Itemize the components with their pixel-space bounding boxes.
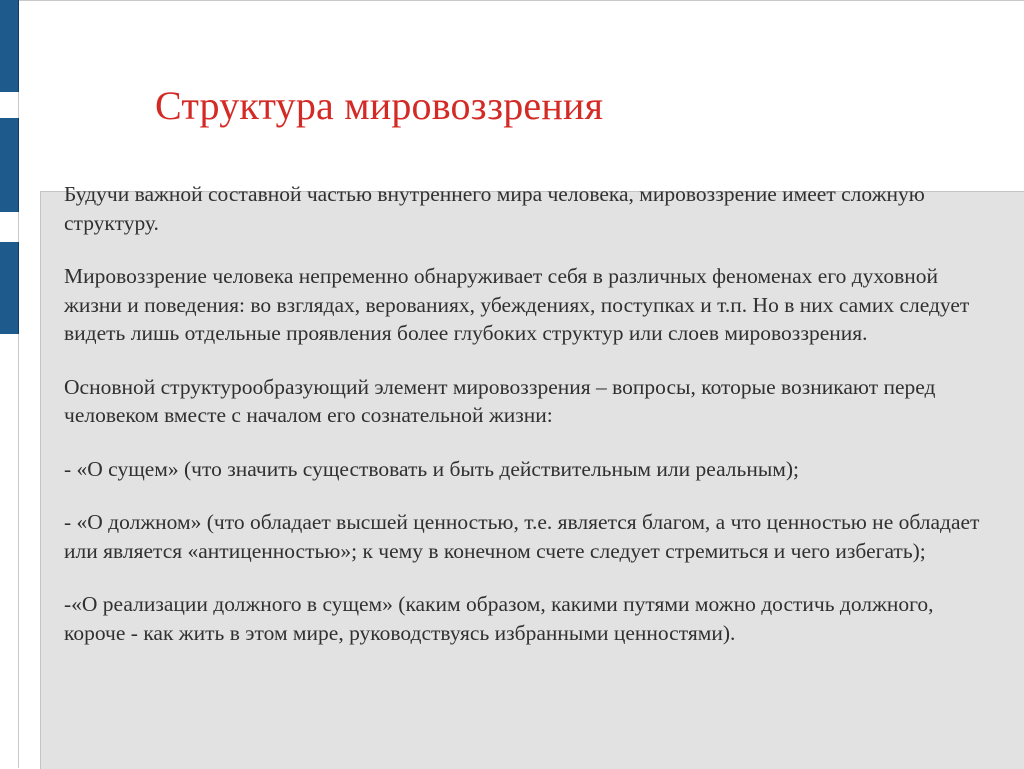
slide-frame-top-line xyxy=(18,0,1024,1)
paragraph-intro: Будучи важной составной частью внутреннего мира человека, мировоззрение имеет сложную структуру. xyxy=(64,182,925,235)
list-item-realization: -«О реализации должного в сущем» (каким образом, какими путями можно достичь должного, короче - как жить в этом мире, руководствуясь избранными ценностями). xyxy=(64,592,934,645)
left-accent-bar-3 xyxy=(0,242,18,334)
slide-title: Структура мировоззрения xyxy=(155,83,604,128)
paragraph-core-element: Основной структурообразующий элемент мировоззрения – вопросы, которые возникают перед человеком вместе с началом его сознательной жизни: xyxy=(64,374,936,427)
left-accent-bar-1 xyxy=(0,0,18,92)
paragraph-manifestations: Мировоззрение человека непременно обнаруживает себя в различных феноменах его духовной жизни и поведения: во взглядах, верованиях, убеждениях, поступках и т.п. Но в них самих следует видеть лишь отдельные проявления более глубоких структур или слоев мировоззрения. xyxy=(64,264,970,345)
slide-body xyxy=(64,180,984,672)
left-accent-bar-2 xyxy=(0,118,18,212)
slide-frame-left-line xyxy=(18,0,19,768)
list-item-being: - «О сущем» (что значить существовать и быть действительным или реальным); xyxy=(64,456,800,481)
list-item-ought: - «О должном» (что обладает высшей ценностью, т.е. является благом, а что ценностью не обладает или является «антиценностью»; к чему в конечном счете следует стремиться и чего избегать); xyxy=(64,510,980,563)
